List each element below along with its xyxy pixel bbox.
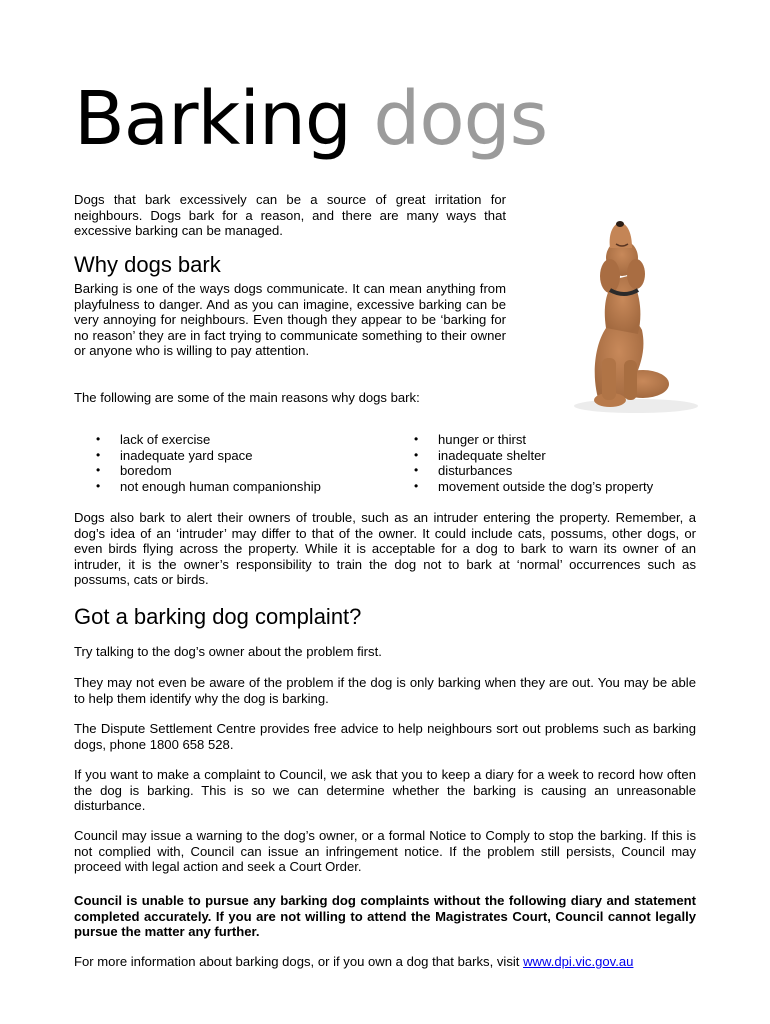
- heading-complaint: Got a barking dog complaint?: [74, 604, 362, 629]
- complaint-p1: Try talking to the dog’s owner about the problem first.: [74, 644, 382, 659]
- complaint-p3: The Dispute Settlement Centre provides free advice to help neighbours sort out problems such as barking dogs, phone 1800 658 528.: [74, 721, 696, 752]
- dog-photo: [538, 218, 698, 414]
- reasons-intro: The following are some of the main reasons why dogs bark:: [74, 390, 420, 405]
- why-paragraph: Barking is one of the ways dogs communicate. It can mean anything from playfulness to danger. And as you can imagine, excessive barking can be very annoying for neighbours. Even though they appear to be ‘barking for no reason’ they are in fact trying to communicate something to their owner or anyone who is willing to pay attention.: [74, 281, 506, 359]
- reasons-list-right: [414, 432, 653, 494]
- list-item: • disturbances: [414, 463, 653, 479]
- list-item: • not enough human companionship: [96, 479, 321, 495]
- reasons-list-left: [96, 432, 321, 494]
- complaint-p2: They may not even be aware of the problem if the dog is only barking when they are out. You may be able to help them identify why the dog is barking.: [74, 675, 696, 706]
- dpi-website-link[interactable]: www.dpi.vic.gov.au: [523, 954, 634, 969]
- title-word-barking: Barking: [74, 76, 374, 162]
- title-word-dogs: dogs: [373, 76, 548, 162]
- list-item: • inadequate shelter: [414, 448, 653, 464]
- intro-paragraph: Dogs that bark excessively can be a source of great irritation for neighbours. Dogs bark for a reason, and there are many ways that excessive barking can be managed.: [74, 192, 506, 239]
- list-item: • hunger or thirst: [414, 432, 653, 448]
- list-item: • lack of exercise: [96, 432, 321, 448]
- page-title: [74, 76, 548, 162]
- list-item: • movement outside the dog’s property: [414, 479, 653, 495]
- complaint-p5: Council may issue a warning to the dog’s owner, or a formal Notice to Comply to stop the barking. If this is not complied with, Council can issue an infringement notice. If the problem still persists, Council may proceed with legal action and seek a Court Order.: [74, 828, 696, 875]
- complaint-p4: If you want to make a complaint to Council, we ask that you to keep a diary for a week to record how often the dog is barking. This is so we can determine whether the barking is causing an unreasonable disturbance.: [74, 767, 696, 814]
- more-info: [74, 954, 704, 970]
- more-info-text: For more information about barking dogs, or if you own a dog that barks, visit: [74, 954, 524, 969]
- complaint-bold-notice: Council is unable to pursue any barking dog complaints without the following diary and statement completed accurately. If you are not willing to attend the Magistrates Court, Council cannot legally pursue the matter any further.: [74, 893, 696, 940]
- alert-paragraph: Dogs also bark to alert their owners of trouble, such as an intruder entering the property. Remember, a dog’s idea of an ‘intruder’ may differ to that of the owner. It could include cats, possums, other dogs, or even birds flying across the property. While it is acceptable for a dog to bark to warn its owner of an intruder, it is the owner’s responsibility to train the dog not to bark at ‘normal’ occurrences such as possums, cats or birds.: [74, 510, 696, 588]
- heading-why-dogs-bark: Why dogs bark: [74, 252, 221, 277]
- list-item: • inadequate yard space: [96, 448, 321, 464]
- list-item: • boredom: [96, 463, 321, 479]
